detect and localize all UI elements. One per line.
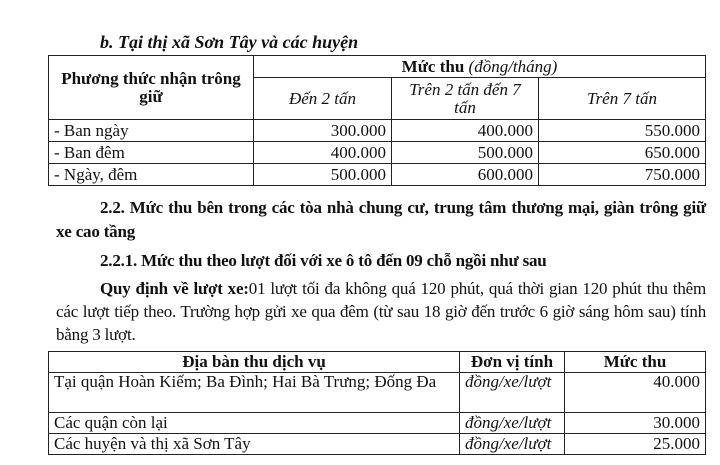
cell: 300.000 bbox=[254, 120, 392, 142]
row-label: - Ban đêm bbox=[49, 142, 254, 164]
fee-cell: 25.000 bbox=[565, 434, 706, 455]
header-unit: Đơn vị tính bbox=[460, 352, 565, 373]
rule-paragraph bbox=[56, 277, 706, 346]
header-fee-unit: (đồng/tháng) bbox=[468, 56, 558, 76]
header-col-2: Trên 2 tấn đến 7 tấn bbox=[392, 78, 539, 120]
header-col-3: Trên 7 tấn bbox=[539, 78, 706, 120]
rule-label: Quy định về lượt xe: bbox=[100, 279, 249, 298]
cell: 500.000 bbox=[392, 142, 539, 164]
table-row bbox=[49, 434, 706, 455]
per-turn-fee-table bbox=[48, 351, 706, 455]
cell: 500.000 bbox=[254, 164, 392, 186]
header-fee-label: Mức thu bbox=[401, 56, 465, 76]
fee-cell: 40.000 bbox=[565, 373, 706, 413]
cell: 750.000 bbox=[539, 164, 706, 186]
heading-2-2-1: 2.2.1. Mức thu theo lượt đối với xe ô tô đến 09 chỗ ngồi như sau bbox=[100, 251, 547, 270]
fee-cell: 30.000 bbox=[565, 413, 706, 434]
cell: 650.000 bbox=[539, 142, 706, 164]
table-row bbox=[49, 164, 706, 186]
cell: 550.000 bbox=[539, 120, 706, 142]
monthly-fee-table bbox=[48, 55, 706, 186]
header-method: Phương thức nhận trông giữ bbox=[49, 56, 254, 120]
unit-cell: đồng/xe/lượt bbox=[460, 434, 565, 455]
cell: 400.000 bbox=[254, 142, 392, 164]
table-row bbox=[49, 373, 706, 413]
unit-cell: đồng/xe/lượt bbox=[460, 373, 565, 413]
table-row bbox=[49, 413, 706, 434]
table-row bbox=[49, 120, 706, 142]
area-cell: Các quận còn lại bbox=[49, 413, 460, 434]
table-row bbox=[49, 142, 706, 164]
cell: 400.000 bbox=[392, 120, 539, 142]
header-area: Địa bàn thu dịch vụ bbox=[49, 352, 460, 373]
rule-text: 01 lượt tối đa không quá 120 phút, quá thời gian 120 phút thu thêm các lượt tiếp theo. Trường hợp gửi xe qua đêm (từ sau 18 giờ đến trước 6 giờ sáng hôm sau) tính bằng 3 lượt. bbox=[56, 279, 706, 344]
unit-cell: đồng/xe/lượt bbox=[460, 413, 565, 434]
cell: 600.000 bbox=[392, 164, 539, 186]
row-label: - Ngày, đêm bbox=[49, 164, 254, 186]
heading-2-2: 2.2. Mức thu bên trong các tòa nhà chung cư, trung tâm thương mại, giàn trông giữ xe cao tầng bbox=[56, 198, 706, 241]
area-cell: Tại quận Hoàn Kiếm; Ba Đình; Hai Bà Trưng; Đống Đa bbox=[49, 373, 460, 413]
header-col-1: Đến 2 tấn bbox=[254, 78, 392, 120]
row-label: - Ban ngày bbox=[49, 120, 254, 142]
header-fee bbox=[254, 56, 706, 78]
header-fee: Mức thu bbox=[565, 352, 706, 373]
section-b-title: b. Tại thị xã Sơn Tây và các huyện bbox=[100, 32, 359, 52]
area-cell: Các huyện và thị xã Sơn Tây bbox=[49, 434, 460, 455]
